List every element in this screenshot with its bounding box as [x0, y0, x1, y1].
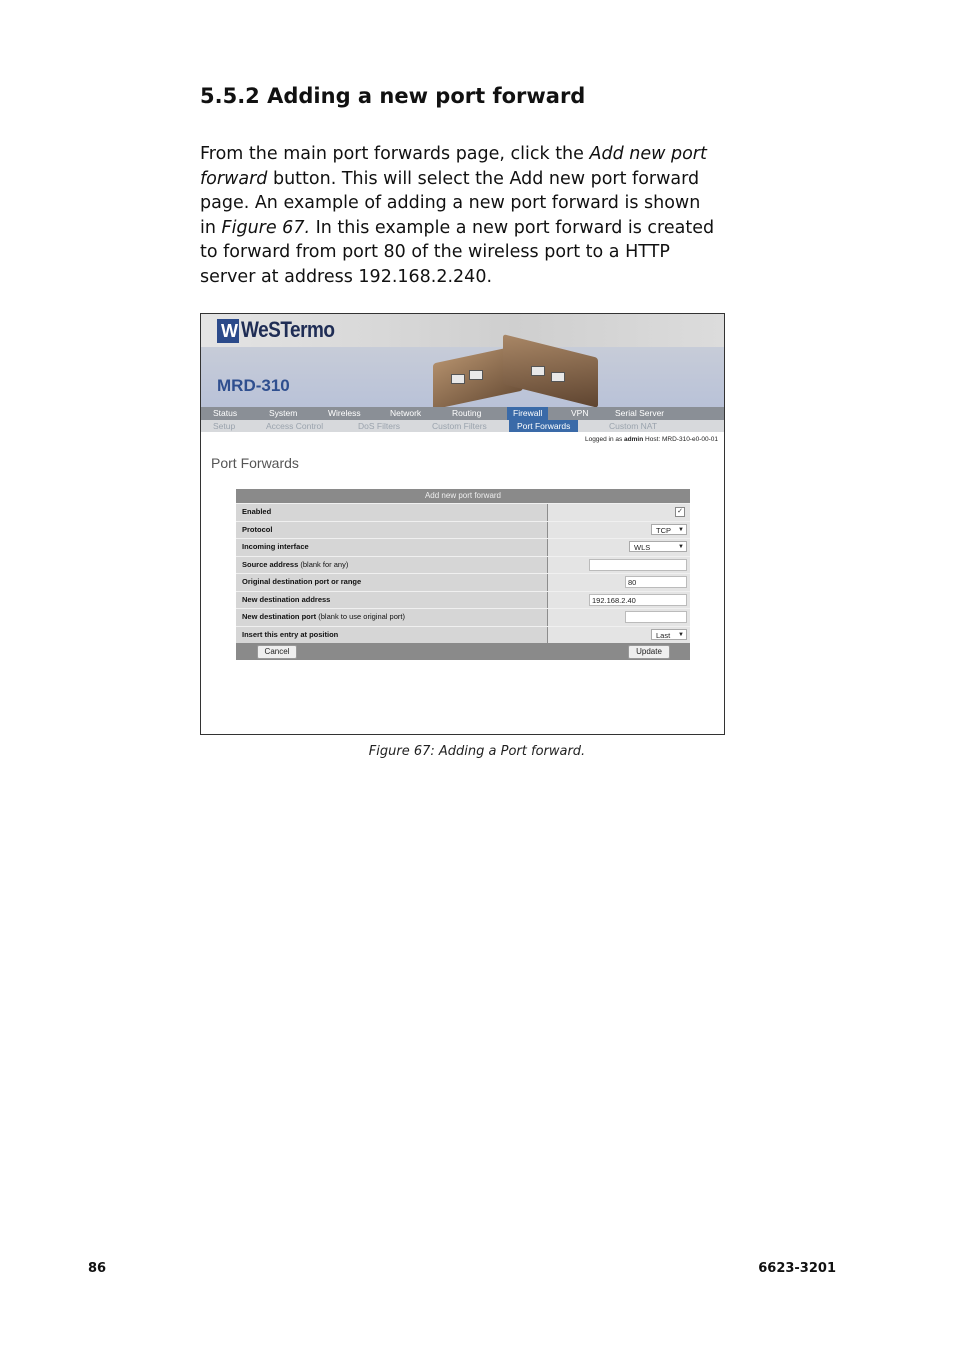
port-icon — [469, 370, 483, 380]
port-icon — [551, 372, 565, 382]
row-value — [548, 592, 690, 609]
para-emphasis-button-name: Add new port forward — [200, 144, 707, 189]
login-host: Host: MRD-310-e0-00-01 — [645, 436, 718, 443]
page-number: 86 — [88, 1261, 107, 1276]
row-label: New destination port (blank to use original port) — [236, 609, 547, 626]
login-prefix: Logged in as — [585, 436, 623, 443]
device-unit — [503, 334, 598, 408]
subnav-custom-nat[interactable]: Custom NAT — [609, 421, 658, 431]
nav-wireless[interactable]: Wireless — [328, 408, 361, 418]
row-value — [548, 522, 690, 539]
row-value — [548, 504, 690, 521]
form-row-incoming-interface — [236, 538, 690, 556]
row-value — [548, 557, 690, 574]
figure-caption: Figure 67: Adding a Port forward. — [368, 744, 586, 759]
form-footer — [236, 643, 690, 660]
form-row-original-dest-port — [236, 573, 690, 591]
row-label: Insert this entry at position — [236, 627, 547, 644]
row-label: Enabled — [236, 504, 547, 521]
row-label: Source address (blank for any) — [236, 557, 547, 574]
new-dest-address-input[interactable]: 192.168.2.40 — [589, 594, 687, 606]
nav-serial-server[interactable]: Serial Server — [615, 408, 665, 418]
nav-firewall[interactable]: Firewall — [507, 407, 548, 420]
nav-vpn[interactable]: VPN — [571, 408, 589, 418]
form-row-source-address — [236, 556, 690, 574]
login-info — [585, 436, 718, 443]
cancel-button[interactable]: Cancel — [257, 645, 297, 659]
chevron-down-icon: ▼ — [678, 631, 684, 638]
logo-mark: W — [217, 319, 239, 343]
row-value — [548, 574, 690, 591]
chevron-down-icon: ▼ — [678, 526, 684, 533]
row-label: Protocol — [236, 522, 547, 539]
device-photo — [433, 344, 603, 406]
para-text: From the main port forwards page, click the — [200, 144, 590, 164]
header-banner — [201, 314, 724, 407]
source-address-input[interactable] — [589, 559, 687, 571]
interface-select[interactable]: WLS ▼ — [629, 541, 687, 552]
chevron-down-icon: ▼ — [678, 544, 684, 550]
form-row-new-dest-address — [236, 591, 690, 609]
form-title: Add new port forward — [236, 489, 690, 503]
position-select[interactable]: Last ▼ — [651, 629, 687, 640]
row-label: Original destination port or range — [236, 574, 547, 591]
section-heading: 5.5.2 Adding a new port forward — [200, 84, 586, 108]
nav-routing[interactable]: Routing — [452, 408, 482, 418]
westermo-logo — [217, 318, 335, 344]
row-value — [548, 609, 690, 626]
row-hint: (blank for any) — [300, 559, 349, 569]
port-icon — [451, 374, 465, 384]
subnav-access-control[interactable]: Access Control — [266, 421, 324, 431]
sub-nav — [201, 420, 724, 432]
form-row-protocol — [236, 521, 690, 539]
add-port-forward-form — [236, 489, 690, 660]
original-dest-port-input[interactable]: 80 — [625, 576, 687, 588]
row-label: New destination address — [236, 592, 547, 609]
enabled-checkbox[interactable]: ✓ — [675, 507, 685, 517]
login-user: admin — [624, 436, 644, 443]
subnav-port-forwards[interactable]: Port Forwards — [509, 420, 578, 432]
subnav-setup[interactable]: Setup — [213, 421, 236, 431]
protocol-select[interactable]: TCP ▼ — [651, 524, 687, 535]
new-dest-port-input[interactable] — [625, 611, 687, 623]
para-text: button. This will select the Add new port forward page. An example of adding a new port forward is shown in — [200, 168, 701, 238]
screenshot-figure — [200, 313, 725, 735]
form-row-insert-position — [236, 626, 690, 644]
form-row-new-dest-port — [236, 608, 690, 626]
row-value — [548, 627, 690, 644]
document-number: 6623-3201 — [758, 1261, 836, 1276]
subnav-custom-filters[interactable]: Custom Filters — [432, 421, 487, 431]
model-name: MRD-310 — [217, 376, 290, 395]
nav-system[interactable]: System — [269, 408, 298, 418]
body-paragraph — [200, 142, 720, 289]
main-nav — [201, 407, 724, 420]
row-hint: (blank to use original port) — [318, 612, 405, 621]
para-text: In this example a new port forward is created to forward from port 80 of the wireless port to a HTTP server at address 192.168.2.240. — [200, 217, 715, 287]
logo-wordmark: WeSTermo — [241, 318, 335, 343]
subnav-dos-filters[interactable]: DoS Filters — [358, 421, 401, 431]
nav-status[interactable]: Status — [213, 408, 238, 418]
row-label: Incoming interface — [236, 539, 547, 556]
page-title: Port Forwards — [211, 455, 299, 471]
update-button[interactable]: Update — [628, 645, 670, 659]
port-icon — [531, 366, 545, 376]
row-value — [548, 539, 690, 556]
form-row-enabled — [236, 503, 690, 521]
nav-network[interactable]: Network — [390, 408, 422, 418]
para-figure-ref: Figure 67. — [221, 217, 311, 238]
